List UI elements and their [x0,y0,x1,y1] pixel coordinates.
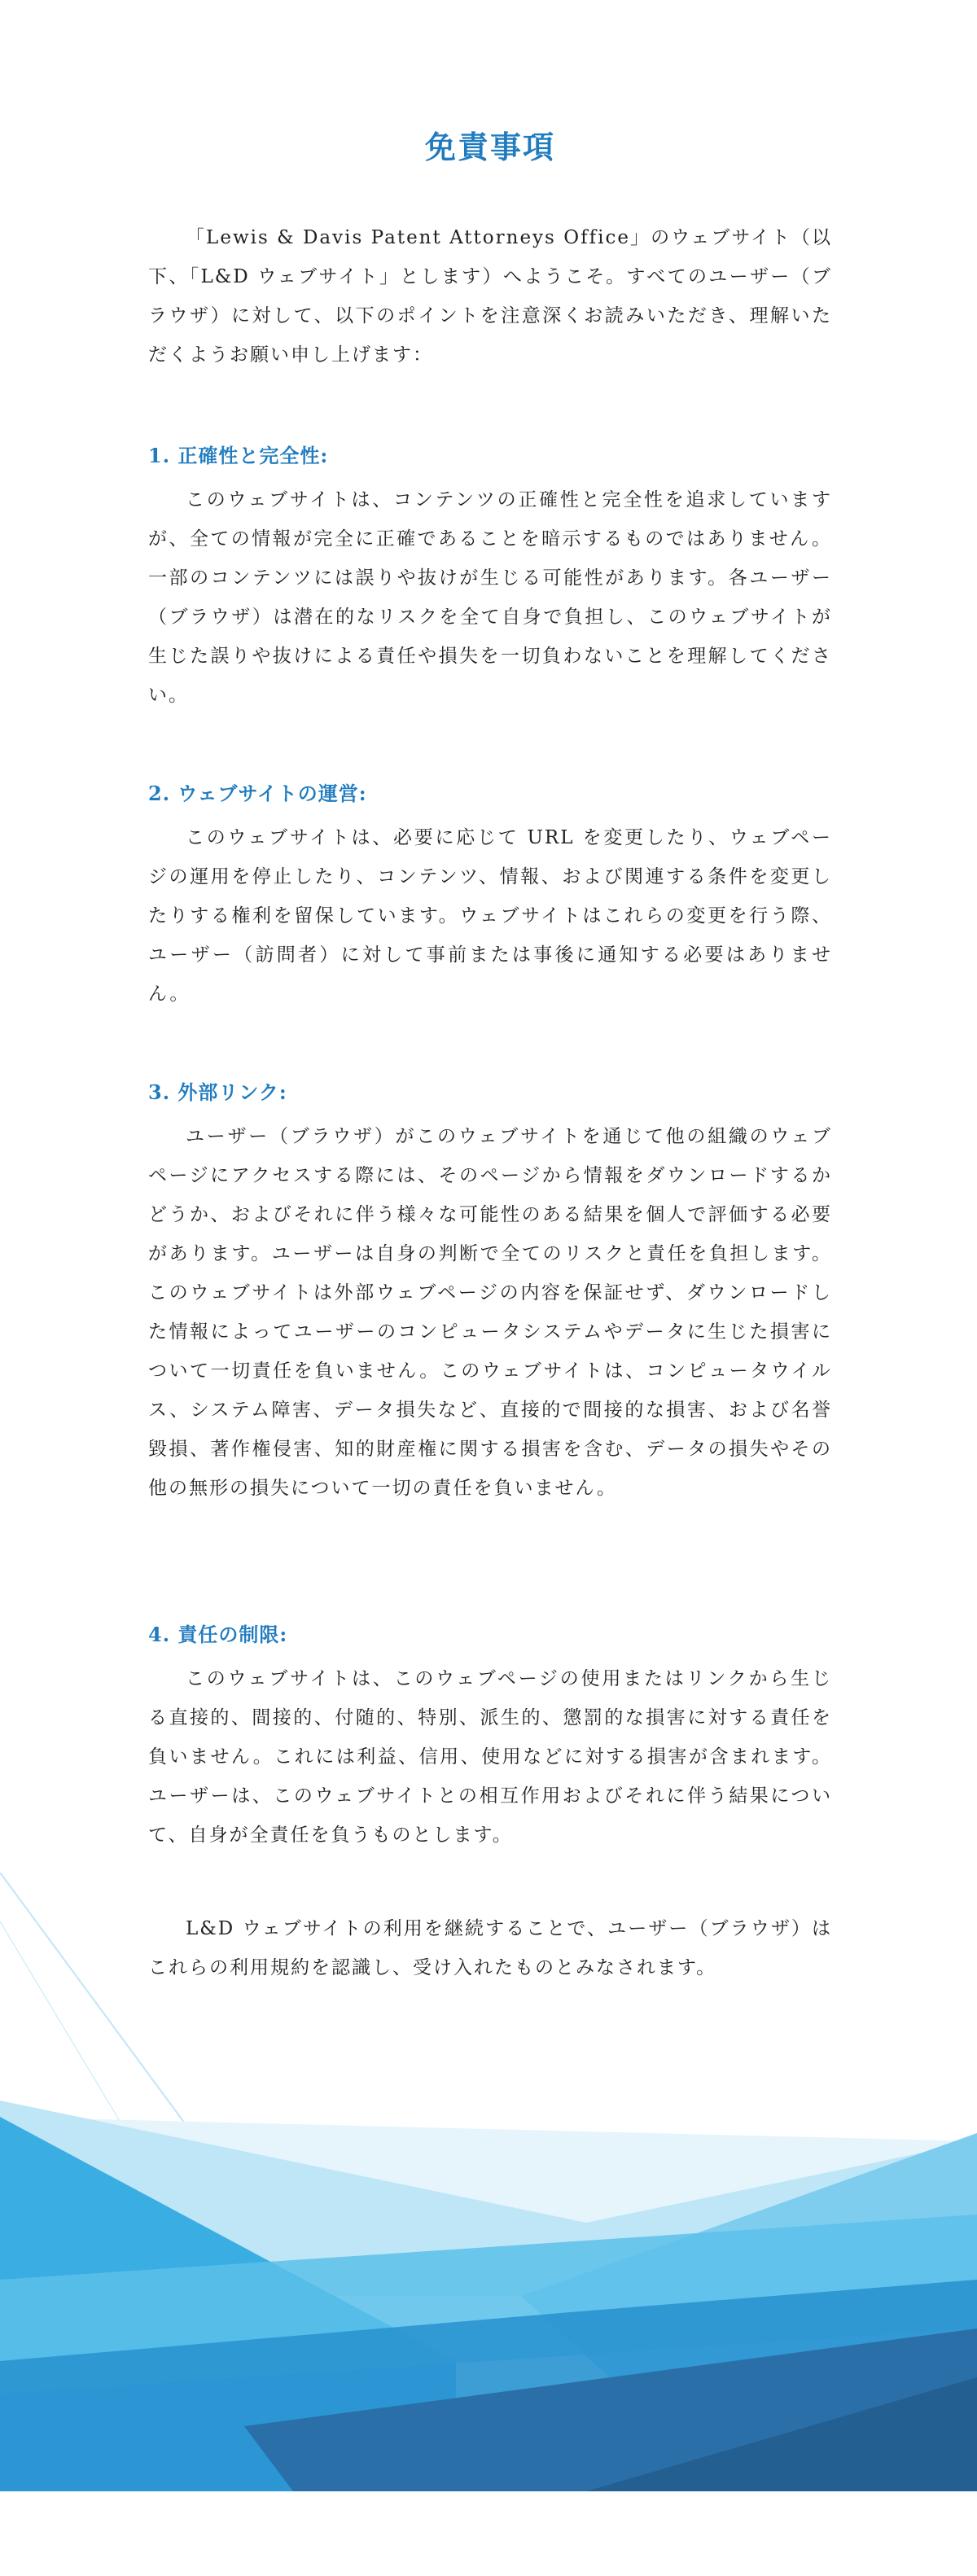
intro-paragraph: 「Lewis & Davis Patent Attorneys Office」のウェブサイト（以下、「L&D ウェブサイト」とします）へようこそ。すべてのユーザー（ブラウザ）に対して、以下のポイントを注意深くお読みいただき、理解いただくようお願い申し上げます： [148,227,832,366]
section-heading-operation: 2. ウェブサイトの運営: [148,782,367,805]
section-heading-accuracy: 1. 正確性と完全性: [148,444,329,467]
page-title: 免責事項 [424,129,555,165]
section-body-liability: このウェブサイトは、このウェブページの使用またはリンクから生じる直接的、間接的、付随的、特別、派生的、懲罰的な損害に対する責任を負いません。これには利益、信用、使用などに対する損害が含まれます。ユーザーは、このウェブサイトとの相互作用およびそれに伴う結果について、自身が全責任を負うものとします。 [148,1668,832,1846]
section-heading-external-links: 3. 外部リンク: [148,1080,287,1104]
closing-paragraph: L&D ウェブサイトの利用を継続することで、ユーザー（ブラウザ）はこれらの利用規約を認識し、受け入れたものとみなされます。 [148,1918,832,1978]
section-body-operation: このウェブサイトは、必要に応じて URL を変更したり、ウェブページの運用を停止したり、コンテンツ、情報、および関連する条件を変更したりする権利を留保しています。ウェブサイトはこれらの変更を行う際、ユーザー（訪問者）に対して事前または事後に通知する必要はありません。 [148,827,832,1005]
section-heading-liability: 4. 責任の制限: [148,1623,288,1646]
section-body-external-links: ユーザー（ブラウザ）がこのウェブサイトを通じて他の組織のウェブページにアクセスする際には、そのページから情報をダウンロードするかどうか、およびそれに伴う様々な可能性のある結果を個人で評価する必要があります。ユーザーは自身の判断で全てのリスクと責任を負担します。このウェブサイトは外部ウェブページの内容を保証せず、ダウンロードした情報によってユーザーのコンピュータシステムやデータに生じた損害について一切責任を負いません。このウェブサイトは、コンピュータウイルス、システム障害、データ損失など、直接的で間接的な損害、および名誉毀損、著作権侵害、知的財産権に関する損害を含む、データの損失やその他の無形の損失について一切の責任を負いません。 [148,1126,832,1499]
decorative-wave-graphic [0,1873,977,2491]
section-body-accuracy: このウェブサイトは、コンテンツの正確性と完全性を追求していますが、全ての情報が完全に正確であることを暗示するものではありません。一部のコンテンツには誤りや抜けが生じる可能性があります。各ユーザー（ブラウザ）は潜在的なリスクを全て自身で負担し、このウェブサイトが生じた誤りや抜けによる責任や損失を一切負わないことを理解してください。 [148,489,832,706]
